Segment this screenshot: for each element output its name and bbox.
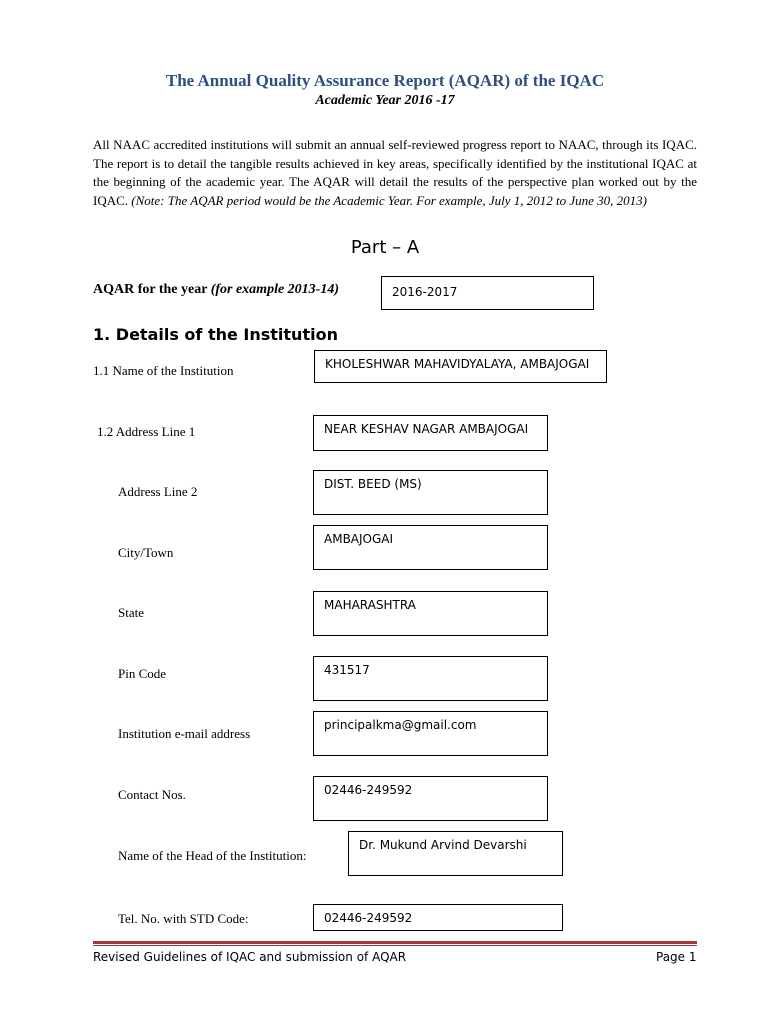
part-a-heading: Part – A <box>350 237 420 258</box>
aqar-year-example: (for example 2013-14) <box>210 282 339 297</box>
email-label: Institution e-mail address <box>118 726 251 741</box>
aqar-year-label <box>93 282 339 298</box>
tel-std-field[interactable]: 02446-249592 <box>313 904 563 931</box>
aqar-year-label-text: AQAR for the year <box>93 282 211 297</box>
address-line-1-label: 1.2 Address Line 1 <box>97 424 196 439</box>
contact-nos-field[interactable]: 02446-249592 <box>313 776 548 821</box>
intro-note: (Note: The AQAR period would be the Academic Year. For example, July 1, 2012 to June 30, 2013) <box>131 192 647 208</box>
institution-name-field[interactable]: KHOLESHWAR MAHAVIDYALAYA, AMBAJOGAI <box>314 350 607 383</box>
intro-text: All NAAC accredited institutions will submit an annual self-reviewed progress report to NAAC, through its IQAC. The report is to detail the tangible results achieved in key areas, specifically identified by the institutional IQAC at the beginning of the academic year. The AQAR will detail the results of the perspective plan worked out by the IQAC. <box>93 137 697 208</box>
footer-text: Revised Guidelines of IQAC and submission of AQAR <box>93 950 407 964</box>
state-label: State <box>118 605 144 620</box>
document-title: The Annual Quality Assurance Report (AQAR) of the IQAC <box>165 71 605 90</box>
pin-code-field[interactable]: 431517 <box>313 656 548 701</box>
address-line-2-label: Address Line 2 <box>118 484 198 499</box>
intro-paragraph <box>93 136 697 210</box>
footer-divider-thin <box>93 945 697 946</box>
state-field[interactable]: MAHARASHTRA <box>313 591 548 636</box>
footer-divider <box>93 941 697 944</box>
head-name-label: Name of the Head of the Institution: <box>118 848 307 863</box>
email-field[interactable]: principalkma@gmail.com <box>313 711 548 756</box>
tel-std-label: Tel. No. with STD Code: <box>118 911 249 926</box>
city-field[interactable]: AMBAJOGAI <box>313 525 548 570</box>
address-line-1-field[interactable]: NEAR KESHAV NAGAR AMBAJOGAI <box>313 415 548 451</box>
address-line-2-field[interactable]: DIST. BEED (MS) <box>313 470 548 515</box>
head-name-field[interactable]: Dr. Mukund Arvind Devarshi <box>348 831 563 876</box>
aqar-year-field[interactable]: 2016-2017 <box>381 276 594 310</box>
pin-code-label: Pin Code <box>118 666 167 681</box>
section-heading-institution-details: 1. Details of the Institution <box>93 325 338 344</box>
academic-year-subtitle: Academic Year 2016 -17 <box>315 93 455 108</box>
page-number: Page 1 <box>656 950 697 964</box>
institution-name-label: 1.1 Name of the Institution <box>93 363 234 378</box>
city-label: City/Town <box>118 545 174 560</box>
contact-nos-label: Contact Nos. <box>118 787 186 802</box>
